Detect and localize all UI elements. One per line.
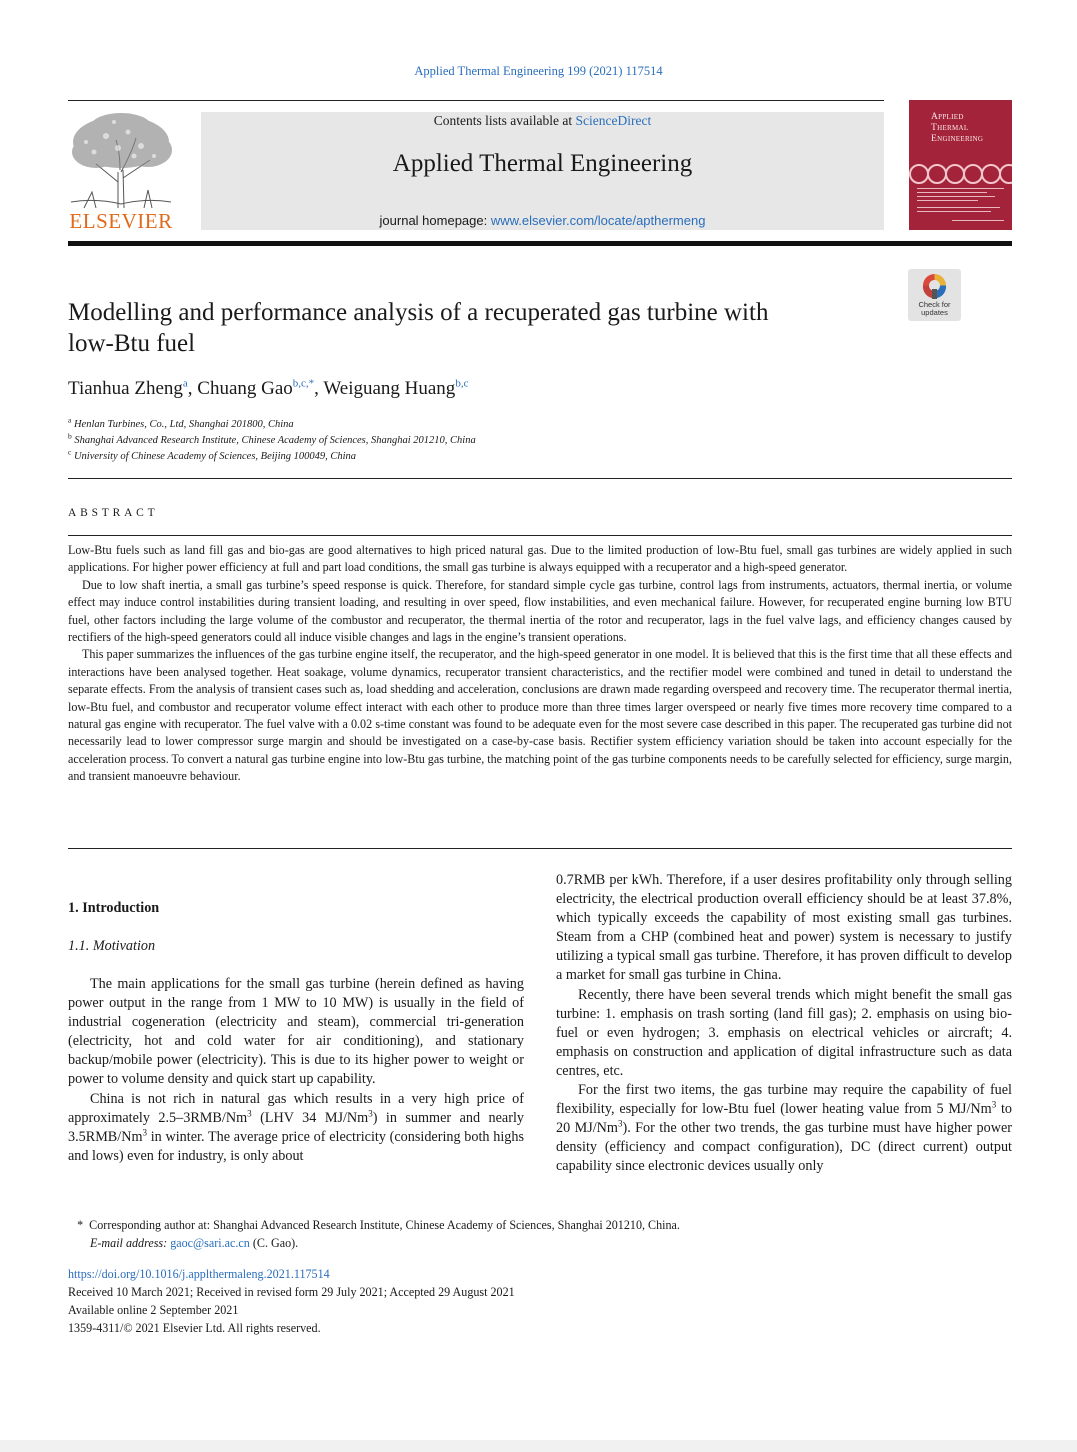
text-run: (LHV 34 MJ/Nm	[251, 1109, 369, 1126]
cover-ring-pattern	[909, 163, 1012, 185]
superscript: 3	[991, 1099, 997, 1110]
superscript: 3	[142, 1127, 147, 1138]
author-list: Tianhua Zheng$^a$, Chuang Gao$^{b,c,*}$, Weiguang Huang$^{b,c}$	[68, 377, 469, 399]
text-run: ). For the other two trends, the gas turbine must have higher power density (efficiency and compact configuration), DC (direct current) output capability since electronic devices usually only	[556, 1120, 1012, 1175]
elsevier-logo[interactable]	[66, 112, 176, 234]
body-paragraph: The main applications for the small gas turbine (herein defined as having power output in the range from 1 MW to 10 MW) is usually in the field of industrial cogeneration (electricity and steam), commercial tri-generation (electricity, hot and cold water for air conditioning), and stationary backup/mobile power (electricity). This is due to its higher power to weight or power to volume density and quick start up capability.	[68, 976, 524, 1088]
author-affiliation-mark[interactable]: a	[182, 377, 188, 390]
author-name[interactable]: Tianhua Zheng	[68, 378, 183, 399]
superscript: 3	[247, 1107, 252, 1118]
section-rule	[68, 535, 1012, 536]
author-name[interactable]: Chuang Gao	[197, 378, 293, 399]
crossmark-label-line: Check for	[918, 300, 951, 309]
affiliation-text: Henlan Turbines, Co., Ltd, Shanghai 201800, China	[73, 419, 294, 430]
affiliation	[68, 433, 476, 449]
bottom-strip	[0, 1440, 1077, 1452]
email-label: E-mail address:	[90, 1236, 168, 1250]
title-line: Modelling and performance analysis of a recuperated gas turbine with	[68, 299, 769, 326]
received-dates: Received 10 March 2021; Received in revised form 29 July 2021; Accepted 29 August 2021	[68, 1285, 515, 1299]
tree-icon	[66, 112, 176, 210]
journal-name[interactable]: Applied Thermal Engineering	[392, 150, 693, 177]
footnote-star: *	[77, 1218, 84, 1232]
body-paragraph: 0.7RMB per kWh. Therefore, if a user desires profitability only through selling electricity, the electrical production overall efficiency should be at least 37.8%, which typically exceeds the capability of most existing small gas turbines. Steam from a CHP (combined heat and power) system is necessary to justify utilizing a typical small gas turbine. Therefore, it has proven difficult to develop a market for small gas turbine in China.	[556, 872, 1012, 984]
affiliation-mark: c	[68, 447, 72, 457]
crossmark-icon	[921, 272, 948, 300]
journal-masthead	[201, 112, 884, 230]
author-affiliation-mark[interactable]: b,c	[455, 377, 469, 390]
abstract-paragraph: Due to low shaft inertia, a small gas turbine’s speed response is quick. Therefore, for standard simple cycle gas turbine, control lags from instruments, actuators, thermal inertia, or volume effect may induce control instabilities during transient loading, and resulting in over speed, flow instabilities, and even mechanical failure. However, for recuperated engine burning low BTU fuel, other factors including the large volume of the combustor and recuperator, the thermal inertia of the rotor and recuperator, lags in the fuel valve lags, and efficiency changes caused by rectifiers of the high-speed generators could all induce visible changes and lags in the engine’s transient operations.	[68, 577, 1012, 645]
section-heading-introduction: 1. Introduction	[68, 900, 160, 916]
affiliation	[68, 449, 476, 465]
body-paragraph: Recently, there have been several trends which might benefit the small gas turbine: 1. emphasis on trash sorting (land fill gas); 2. emphasis on using bio-fuel or even hydrogen; 3. emphasis on electrical vehicles or aircraft; 4. emphasis on construction and application of digital infrastructure such as data centres, etc.	[556, 986, 1012, 1079]
affiliation	[68, 417, 476, 433]
author-affiliation-mark[interactable]: b,c,*	[292, 377, 315, 390]
footnote-line	[68, 1216, 1012, 1234]
corresponding-author-footnote	[68, 1216, 1012, 1252]
abstract-heading: ABSTRACT	[68, 507, 159, 519]
article-history	[68, 1265, 1012, 1337]
check-for-updates-badge[interactable]	[908, 269, 961, 321]
affiliation-mark: a	[68, 415, 72, 425]
footnote-text: Corresponding author at: Shanghai Advanced Research Institute, Chinese Academy of Sciences, Shanghai 201210, China.	[89, 1218, 680, 1232]
subsection-heading-motivation: 1.1. Motivation	[68, 938, 156, 954]
title-line: low-Btu fuel	[68, 330, 196, 357]
abstract-paragraph: This paper summarizes the influences of the gas turbine engine itself, the recuperator, and the high-speed generator in one model. It is believed that this is the first time that all these effects and interactions have been analysed together. Heat soakage, volume dynamics, recuperator transient characteristics, and the rectifier model were combined and tuned in detail to understand the separate effects. From the analysis of transient cases such as, load shedding and acceleration, conclusions are drawn made regarding overspeed and recovery time. The recuperator thermal inertia, low-Btu fuel, and combustor and recuperator volume effect interact with each other to produce more than three times larger overspeed or nearly five times more recovery time compared to a natural gas engine with recuperator. The fuel valve with a 0.02 s-time constant was found to be adequate even for the most severe case described in this paper. The recuperated gas turbine did not necessarily lead to lower compressor surge margin and should be investigated on a case-by-case basis. Rectifier system efficiency variation should be taken into account especially for the acceleration process. To convert a natural gas turbine engine into low-Btu gas turbine, the matching point of the gas turbine components needs to be carefully selected for efficiency, surge margin, and transient manoeuvre behaviour.	[68, 647, 1012, 784]
section-rule	[68, 848, 1012, 849]
abstract-paragraph: Low-Btu fuels such as land fill gas and bio-gas are good alternatives to high priced natural gas. Due to the limited production of low-Btu fuel, small gas turbines are widely applied in such applications. For higher power efficiency at full and part load conditions, the small gas turbine is always equipped with a recuperator and a high-speed generator.	[68, 543, 1012, 575]
contents-prefix: Contents lists available at	[433, 113, 576, 128]
journal-homepage-line	[201, 213, 884, 228]
body-left-column	[68, 975, 524, 1166]
copyright: 1359-4311/© 2021 Elsevier Ltd. All rights reserved.	[68, 1321, 321, 1335]
homepage-link[interactable]: www.elsevier.com/locate/apthermeng	[490, 213, 706, 228]
sciencedirect-link[interactable]: ScienceDirect	[575, 113, 652, 128]
journal-citation[interactable]: Applied Thermal Engineering 199 (2021) 117514	[414, 64, 663, 78]
crossmark-label	[908, 301, 961, 317]
cover-text-lines	[917, 188, 1004, 224]
article-title	[68, 297, 868, 359]
affiliation-mark: b	[68, 431, 72, 441]
email-suffix: (C. Gao).	[249, 1236, 299, 1250]
cover-title-line: Thermal	[931, 123, 969, 133]
section-rule	[68, 478, 1012, 479]
text-run: For the first two items, the gas turbine may require the capability of fuel flexibility, especially for low-Btu fuel (lower heating value from 5 MJ/Nm	[556, 1082, 1012, 1118]
superscript: 3	[368, 1107, 373, 1118]
author-name[interactable]: Weiguang Huang	[323, 378, 456, 399]
header-thick-rule	[68, 241, 1012, 246]
text-run: to 20 MJ/Nm	[556, 1101, 1012, 1137]
cover-title	[909, 112, 1012, 145]
body-paragraph	[556, 1081, 1012, 1176]
cover-title-line: Applied	[931, 112, 964, 122]
body-right-column	[556, 871, 1012, 1177]
journal-cover-thumbnail[interactable]	[909, 100, 1012, 230]
contents-available-line	[201, 113, 884, 129]
body-paragraph	[68, 1090, 524, 1166]
doi-link[interactable]: https://doi.org/10.1016/j.applthermaleng.2021.117514	[68, 1267, 330, 1281]
available-online: Available online 2 September 2021	[68, 1303, 239, 1317]
abstract-body	[68, 542, 1012, 786]
homepage-prefix: journal homepage:	[379, 213, 491, 228]
text-run: in winter. The average price of electricity (considering both highs and lows) even for industry, is only about	[68, 1128, 524, 1164]
affiliation-list	[68, 417, 476, 464]
header-rule	[68, 100, 884, 101]
text-run: China is not rich in natural gas which results in a very high price of approximately 2.5–3RMB/Nm	[68, 1090, 524, 1126]
cover-title-line: Engineering	[931, 134, 984, 144]
crossmark-label-line: updates	[921, 308, 948, 317]
superscript: 3	[617, 1118, 623, 1129]
affiliation-text: Shanghai Advanced Research Institute, Chinese Academy of Sciences, Shanghai 201210, China	[74, 434, 476, 446]
text-run: ) in summer and nearly 3.5RMB/Nm	[68, 1109, 524, 1145]
footnote-line	[68, 1234, 1012, 1252]
email-link[interactable]: gaoc@sari.ac.cn	[170, 1236, 250, 1250]
elsevier-wordmark: ELSEVIER	[69, 209, 173, 233]
affiliation-text: University of Chinese Academy of Sciences, Beijing 100049, China	[73, 450, 357, 462]
